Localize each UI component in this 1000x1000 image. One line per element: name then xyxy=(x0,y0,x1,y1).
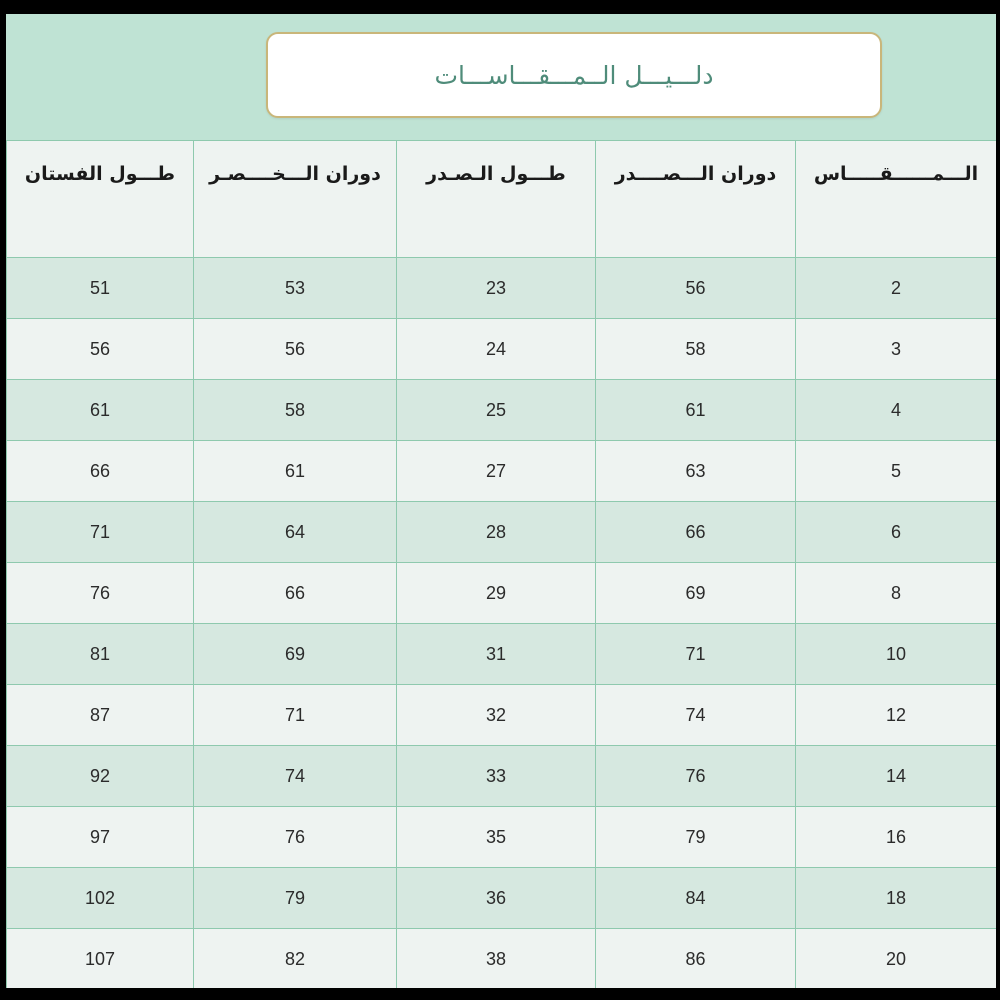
cell-chest-circumference: 84 xyxy=(596,868,796,929)
cell-size: 14 xyxy=(796,746,997,807)
cell-size: 4 xyxy=(796,380,997,441)
table-row xyxy=(7,868,997,929)
cell-size: 3 xyxy=(796,319,997,380)
table-row xyxy=(7,807,997,868)
cell-chest-circumference: 86 xyxy=(596,929,796,989)
table-row xyxy=(7,746,997,807)
cell-chest-circumference: 66 xyxy=(596,502,796,563)
cell-size: 12 xyxy=(796,685,997,746)
table-row xyxy=(7,319,997,380)
cell-size: 8 xyxy=(796,563,997,624)
cell-waist-circumference: 66 xyxy=(194,563,397,624)
table-body xyxy=(7,258,997,989)
cell-size: 5 xyxy=(796,441,997,502)
cell-chest-circumference: 74 xyxy=(596,685,796,746)
page-title: دلـــيـــل الــمـــقـــاســـات xyxy=(434,60,714,90)
cell-waist-circumference: 53 xyxy=(194,258,397,319)
table-row xyxy=(7,441,997,502)
cell-waist-circumference: 61 xyxy=(194,441,397,502)
cell-dress-length: 107 xyxy=(7,929,194,989)
cell-dress-length: 97 xyxy=(7,807,194,868)
cell-size: 2 xyxy=(796,258,997,319)
table-row xyxy=(7,929,997,989)
cell-chest-length: 23 xyxy=(397,258,596,319)
cell-dress-length: 81 xyxy=(7,624,194,685)
cell-waist-circumference: 56 xyxy=(194,319,397,380)
table-row xyxy=(7,685,997,746)
cell-waist-circumference: 82 xyxy=(194,929,397,989)
cell-dress-length: 51 xyxy=(7,258,194,319)
cell-dress-length: 102 xyxy=(7,868,194,929)
cell-size: 20 xyxy=(796,929,997,989)
table-row xyxy=(7,502,997,563)
cell-chest-length: 27 xyxy=(397,441,596,502)
cell-chest-length: 29 xyxy=(397,563,596,624)
cell-chest-circumference: 71 xyxy=(596,624,796,685)
cell-chest-circumference: 63 xyxy=(596,441,796,502)
cell-waist-circumference: 71 xyxy=(194,685,397,746)
cell-chest-circumference: 58 xyxy=(596,319,796,380)
cell-chest-length: 24 xyxy=(397,319,596,380)
cell-chest-circumference: 69 xyxy=(596,563,796,624)
cell-size: 16 xyxy=(796,807,997,868)
cell-chest-circumference: 76 xyxy=(596,746,796,807)
cell-dress-length: 61 xyxy=(7,380,194,441)
title-box xyxy=(266,32,882,118)
header-size: الـــمــــــقـــــاس xyxy=(796,141,997,258)
header-dress-length: طـــول الفستان xyxy=(7,141,194,258)
cell-size: 10 xyxy=(796,624,997,685)
cell-chest-length: 31 xyxy=(397,624,596,685)
cell-chest-length: 35 xyxy=(397,807,596,868)
cell-waist-circumference: 74 xyxy=(194,746,397,807)
cell-waist-circumference: 76 xyxy=(194,807,397,868)
cell-chest-circumference: 56 xyxy=(596,258,796,319)
cell-chest-length: 36 xyxy=(397,868,596,929)
cell-waist-circumference: 58 xyxy=(194,380,397,441)
table-row xyxy=(7,563,997,624)
table-row xyxy=(7,624,997,685)
size-table xyxy=(6,140,996,988)
cell-waist-circumference: 69 xyxy=(194,624,397,685)
cell-dress-length: 66 xyxy=(7,441,194,502)
cell-chest-length: 28 xyxy=(397,502,596,563)
cell-dress-length: 92 xyxy=(7,746,194,807)
header-chest-circumference: دوران الـــصــــدر xyxy=(596,141,796,258)
header-row xyxy=(7,141,997,258)
cell-dress-length: 87 xyxy=(7,685,194,746)
cell-dress-length: 71 xyxy=(7,502,194,563)
header-waist-circumference: دوران الـــخــــصـر xyxy=(194,141,397,258)
cell-size: 6 xyxy=(796,502,997,563)
header-chest-length: طـــول الـصـدر xyxy=(397,141,596,258)
cell-chest-circumference: 61 xyxy=(596,380,796,441)
cell-chest-length: 32 xyxy=(397,685,596,746)
table-row xyxy=(7,380,997,441)
cell-size: 18 xyxy=(796,868,997,929)
size-guide-card xyxy=(6,14,996,988)
cell-waist-circumference: 79 xyxy=(194,868,397,929)
cell-chest-length: 38 xyxy=(397,929,596,989)
cell-chest-length: 25 xyxy=(397,380,596,441)
table-row xyxy=(7,258,997,319)
cell-dress-length: 56 xyxy=(7,319,194,380)
cell-waist-circumference: 64 xyxy=(194,502,397,563)
cell-chest-length: 33 xyxy=(397,746,596,807)
cell-dress-length: 76 xyxy=(7,563,194,624)
cell-chest-circumference: 79 xyxy=(596,807,796,868)
